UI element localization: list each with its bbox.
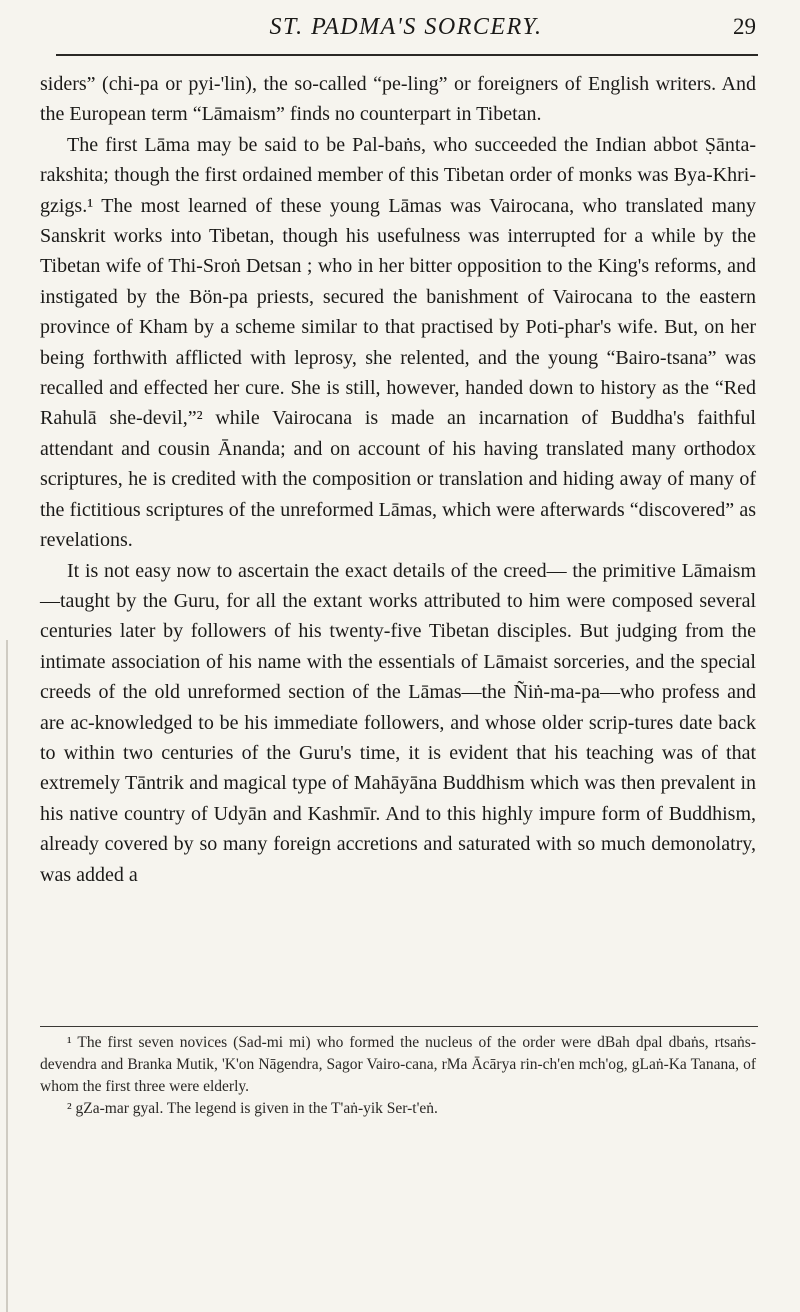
paragraph: It is not easy now to ascertain the exact details of the creed— the primitive Lāmaism—taught by the Guru, for all the extant works attributed to him were composed several centuries later by followers of his twenty-five Tibetan disciples. But judging from the intimate association of his name with the essentials of Lāmaist sorceries, and the special creeds of the old unreformed section of the Lāmas—the Ñiṅ-ma-pa—who profess and are ac-knowledged to be his immediate followers, and whose older scrip-tures date back to within two centuries of the Guru's time, it is evident that his teaching was of that extremely Tāntrik and magical type of Mahāyāna Buddhism which was then prevalent in his native country of Udyān and Kashmīr. And to this highly impure form of Buddhism, already covered by so many foreign accretions and saturated with so much demonolatry, was added a <box>40 559 756 886</box>
page-header <box>56 14 756 54</box>
page-edge-shadow <box>6 640 8 1312</box>
footnote: ¹ The first seven novices (Sad-mi mi) who formed the nucleus of the order were dBah dpal dbaṅs, rtsaṅs-devendra and Branka Mutik, 'K'on Nāgendra, Sagor Vairo-cana, rMa Ācārya rin-ch'en mch'og, gLaṅ-Ka Tanana, of whom the first three were elderly. <box>40 1034 756 1095</box>
paragraph: The first Lāma may be said to be Pal-baṅs, who succeeded the Indian abbot Ṣānta-rakshita; though the first ordained member of this Tibetan order of monks was Bya-Khri-gzigs.¹ The most learned of these young Lāmas was Vairocana, who translated many Sanskrit works into Tibetan, though his usefulness was interrupted for a while by the Tibetan wife of Thi-Sroṅ Detsan ; who in her bitter opposition to the King's reforms, and instigated by the Bön-pa priests, secured the banishment of Vairocana to the eastern province of Kham by a scheme similar to that practised by Poti-phar's wife. But, on her being forthwith afflicted with leprosy, she relented, and the young “Bairo-tsana” was recalled and effected her cure. She is still, however, handed down to history as the “Red Rahulā she-devil,”² while Vairocana is made an incarnation of Buddha's faithful attendant and cousin Ānanda; and on account of his having translated many orthodox scriptures, he is credited with the composition or translation and hiding away of many of the fictitious scriptures of the unreformed Lāmas, which were afterwards “discovered” as revelations. <box>40 133 756 552</box>
footnote: ² gZa-mar gyal. The legend is given in the T'aṅ-yik Ser-t'eṅ. <box>67 1100 438 1117</box>
paragraph: siders” (chi-pa or pyi-'lin), the so-called “pe-ling” or foreigners of English writers. And the European term “Lāmaism” finds no counterpart in Tibetan. <box>40 73 756 126</box>
footnote-rule <box>40 1026 758 1027</box>
page-number: 29 <box>733 14 756 39</box>
main-text <box>40 69 756 890</box>
footnotes <box>40 1032 756 1120</box>
header-rule <box>56 54 758 56</box>
running-title: ST. PADMA'S SORCERY. <box>269 14 543 40</box>
